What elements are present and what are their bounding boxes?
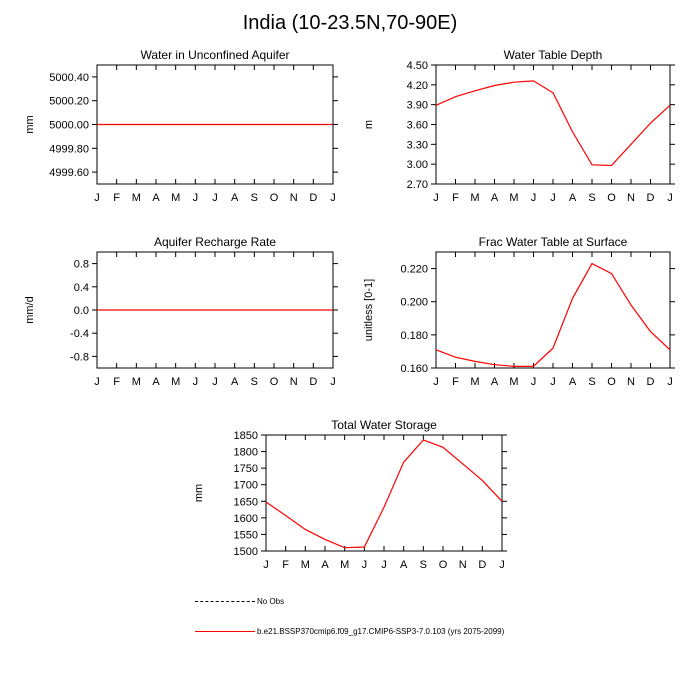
x-tick-label: F [282, 559, 290, 571]
x-tick-label: J [550, 376, 556, 388]
y-axis-label: mm/d [24, 296, 36, 324]
x-tick-label: O [269, 192, 279, 204]
y-tick-label: 3.00 [406, 159, 428, 172]
x-tick-label: M [300, 559, 310, 571]
legend-model [195, 624, 504, 638]
x-tick-label: J [192, 376, 199, 388]
series-line [266, 440, 502, 548]
x-tick-label: A [399, 559, 408, 571]
plot-frame [266, 435, 502, 551]
x-tick-label: A [230, 192, 239, 204]
x-tick-label: D [478, 559, 487, 571]
x-tick-label: F [113, 192, 121, 204]
chart-panel-5 [193, 418, 507, 571]
x-tick-label: S [588, 192, 596, 204]
legend-obs [195, 594, 284, 608]
x-tick-label: J [192, 192, 199, 204]
y-tick-label: 0.4 [73, 281, 89, 294]
x-tick-label: J [550, 192, 556, 204]
x-tick-label: A [321, 559, 329, 571]
x-tick-label: J [212, 192, 218, 204]
chart-title: Water in Unconfined Aquifer [140, 48, 290, 62]
y-tick-label: 3.30 [406, 139, 428, 152]
y-tick-label: 5000.00 [49, 119, 89, 132]
x-tick-label: A [490, 376, 499, 388]
x-tick-label: D [309, 376, 318, 388]
x-tick-label: A [152, 376, 160, 388]
y-tick-label: 4999.60 [49, 167, 89, 180]
legend-model-label: b.e21.BSSP370cmip6.f09_g17.CMIP6-SSP3-7.0.103 (yrs 2075-2099) [257, 626, 505, 636]
chart-title: Aquifer Recharge Rate [153, 235, 277, 249]
y-tick-label: 1650 [233, 496, 258, 509]
y-tick-label: 1850 [233, 430, 258, 442]
y-tick-label: 0.220 [400, 263, 428, 276]
y-tick-label: 5000.20 [49, 95, 89, 108]
x-tick-label: J [530, 376, 537, 388]
x-tick-label: J [433, 192, 439, 204]
x-tick-label: J [381, 559, 387, 571]
x-tick-label: M [470, 376, 480, 388]
x-tick-label: A [490, 192, 499, 204]
x-tick-label: A [152, 192, 160, 204]
chart-panel-1 [24, 48, 338, 204]
x-tick-label: M [131, 376, 141, 388]
x-tick-label: M [509, 376, 519, 388]
y-tick-label: 0.0 [73, 305, 89, 317]
chart-title: Water Table Depth [503, 48, 603, 62]
y-tick-label: 1800 [233, 446, 258, 459]
y-tick-label: -0.4 [70, 328, 89, 341]
y-tick-label: 1750 [233, 463, 258, 476]
series-line [436, 264, 670, 367]
y-tick-label: 1500 [233, 546, 258, 558]
y-tick-label: 0.160 [400, 363, 428, 375]
page-title: India (10-23.5N,70-90E) [242, 12, 458, 34]
y-axis-label: mm [24, 115, 36, 134]
y-tick-label: 0.180 [400, 329, 428, 342]
x-tick-label: J [530, 192, 537, 204]
x-tick-label: D [646, 192, 655, 204]
series-line [436, 81, 670, 166]
y-tick-label: 0.8 [73, 258, 89, 271]
plot-frame [436, 65, 670, 184]
x-tick-label: A [568, 376, 577, 388]
x-tick-label: J [499, 559, 505, 571]
legend-obs-line [195, 601, 255, 602]
x-tick-label: S [588, 376, 596, 388]
x-tick-label: M [470, 192, 480, 204]
x-tick-label: M [131, 192, 141, 204]
x-tick-label: S [419, 559, 428, 571]
x-tick-label: J [667, 376, 673, 388]
x-tick-label: N [627, 376, 635, 388]
y-tick-label: 4.20 [406, 79, 428, 92]
x-tick-label: D [646, 376, 655, 388]
y-axis-label: mm [193, 483, 205, 503]
x-tick-label: M [171, 192, 181, 204]
chart-panel-3 [24, 235, 338, 388]
y-axis-label: unitless [0-1] [363, 278, 375, 342]
x-tick-label: N [627, 192, 635, 204]
y-tick-label: -0.8 [70, 351, 89, 364]
chart-title: Total Water Storage [331, 418, 437, 432]
x-tick-label: N [458, 559, 467, 571]
chart-panel-4 [363, 235, 675, 388]
x-tick-label: M [171, 376, 181, 388]
x-tick-label: N [289, 376, 298, 388]
x-tick-label: J [212, 376, 218, 388]
y-tick-label: 3.60 [406, 119, 428, 132]
x-tick-label: A [568, 192, 577, 204]
y-tick-label: 4999.80 [49, 143, 89, 156]
y-tick-label: 4.50 [406, 60, 428, 72]
x-tick-label: A [230, 376, 239, 388]
x-tick-label: O [438, 559, 448, 571]
x-tick-label: M [509, 192, 519, 204]
legend-model-line [195, 631, 255, 632]
x-tick-label: F [452, 192, 459, 204]
x-tick-label: J [667, 192, 673, 204]
x-tick-label: S [250, 376, 259, 388]
x-tick-label: S [250, 192, 259, 204]
x-tick-label: O [269, 376, 279, 388]
x-tick-label: D [309, 192, 318, 204]
x-tick-label: M [340, 559, 350, 571]
y-tick-label: 1700 [233, 479, 258, 492]
x-tick-label: F [452, 376, 459, 388]
y-tick-label: 5000.40 [49, 71, 89, 84]
x-tick-label: O [607, 376, 616, 388]
x-tick-label: J [330, 376, 336, 388]
x-tick-label: J [361, 559, 368, 571]
y-tick-label: 0.200 [400, 296, 428, 309]
x-tick-label: F [113, 376, 121, 388]
x-tick-label: N [289, 192, 298, 204]
y-tick-label: 2.70 [406, 179, 428, 191]
x-tick-label: J [94, 192, 100, 204]
y-tick-label: 3.90 [406, 99, 428, 112]
x-tick-label: J [94, 376, 100, 388]
y-tick-label: 1600 [233, 512, 258, 525]
x-tick-label: O [607, 192, 616, 204]
legend-obs-label: No Obs [257, 596, 285, 606]
x-tick-label: J [433, 376, 439, 388]
x-tick-label: J [330, 192, 336, 204]
y-tick-label: 1550 [233, 529, 258, 542]
chart-title: Frac Water Table at Surface [478, 235, 628, 249]
y-axis-label: m [363, 119, 375, 130]
chart-panel-2 [363, 48, 675, 204]
x-tick-label: J [263, 559, 269, 571]
